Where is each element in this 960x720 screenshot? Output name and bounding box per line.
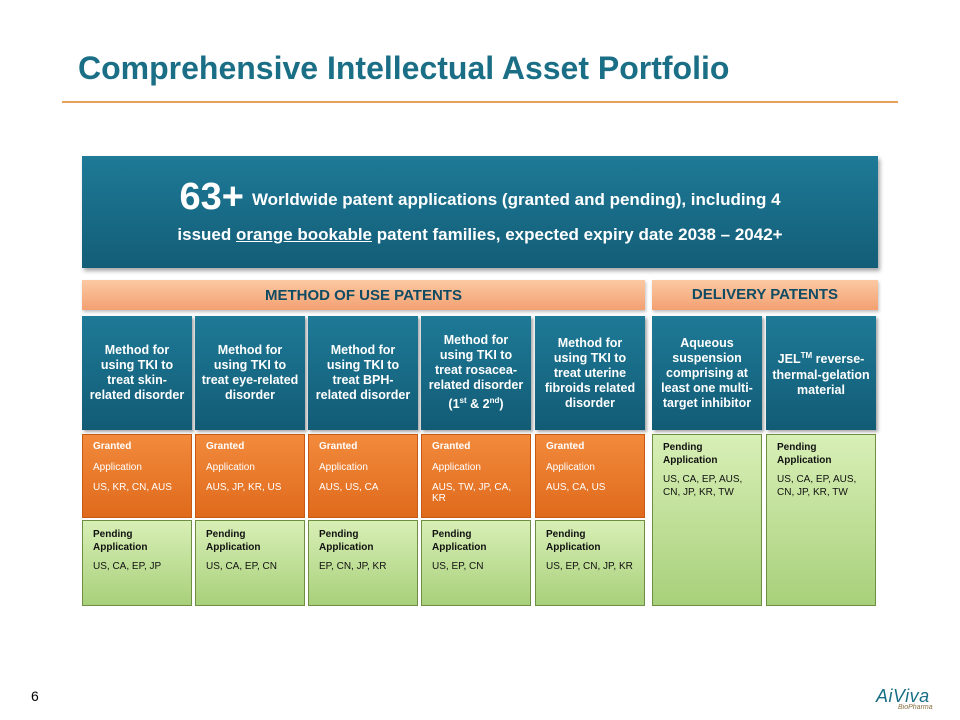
granted-label: Granted [93, 441, 132, 452]
pending-countries: US, EP, CN [432, 561, 484, 572]
column-head-text [772, 348, 870, 397]
page-title: Comprehensive Intellectual Asset Portfolio [78, 50, 730, 86]
column-head-text: Method for using TKI to treat eye-related disorder [201, 343, 299, 402]
column-head-text: Method for using TKI to treat uterine fibroids related disorder [544, 335, 636, 410]
patent-column-eye [195, 316, 305, 606]
patent-column-skin [82, 316, 192, 606]
page-number: 6 [31, 688, 39, 704]
pending-countries: US, CA, EP, AUS, CN, JP, KR, TW [663, 474, 743, 498]
pending-box [195, 520, 305, 606]
granted-countries: AUS, CA, US [546, 482, 606, 493]
pending-countries: US, CA, EP, CN [206, 561, 277, 572]
head-sup-a: st [459, 396, 467, 406]
granted-sub-label: Application [206, 462, 255, 473]
summary-banner [82, 156, 878, 268]
column-head [421, 316, 531, 430]
pending-countries: US, CA, EP, JP [93, 561, 162, 572]
pending-box [421, 520, 531, 606]
method-of-use-header: METHOD OF USE PATENTS [82, 280, 645, 310]
jel-text: JEL [777, 352, 801, 367]
pending-box [652, 434, 762, 606]
granted-label: Granted [432, 441, 471, 452]
banner-text-2b: patent families, expected expiry date 2038 – 2042+ [372, 225, 783, 244]
granted-box [195, 434, 305, 518]
pending-box [766, 434, 876, 606]
pending-label: Pending Application [663, 442, 718, 466]
delivery-patents-header: DELIVERY PATENTS [652, 280, 878, 310]
column-head [308, 316, 418, 430]
patent-column-uterine [535, 316, 645, 606]
head-tail-b: & 2 [466, 397, 490, 412]
banner-line-2 [82, 225, 878, 245]
logo-name: AiViva [876, 686, 930, 706]
column-head [82, 316, 192, 430]
pending-box [308, 520, 418, 606]
banner-underlined-text: orange bookable [235, 225, 373, 244]
head-sup-b: nd [489, 396, 500, 406]
granted-sub-label: Application [546, 462, 595, 473]
banner-text-2a: issued [177, 225, 236, 244]
column-head [766, 316, 876, 430]
column-head-text: Aqueous suspension comprising at least one multi-target inhibitor [661, 335, 753, 410]
pending-label: Pending Application [206, 529, 261, 553]
banner-line-1 [82, 176, 878, 219]
granted-sub-label: Application [93, 462, 142, 473]
pending-countries: US, CA, EP, AUS, CN, JP, KR, TW [777, 474, 857, 498]
patent-count: 63+ [179, 176, 244, 218]
company-logo [876, 686, 940, 712]
granted-box [82, 434, 192, 518]
delivery-column-aqueous [652, 316, 762, 606]
delivery-column-jel [766, 316, 876, 606]
column-head-text: Method for using TKI to treat BPH-related disorder [315, 343, 411, 402]
granted-label: Granted [546, 441, 585, 452]
granted-countries: AUS, TW, JP, CA, KR [432, 482, 512, 504]
column-head-text: Method for using TKI to treat skin-related disorder [89, 343, 185, 402]
patent-column-rosacea [421, 316, 531, 606]
pending-label: Pending Application [432, 529, 487, 553]
pending-box [82, 520, 192, 606]
head-tail-a: (1 [448, 397, 460, 412]
banner-text-1: Worldwide patent applications (granted and pending), including 4 [251, 190, 781, 209]
patent-column-bph [308, 316, 418, 606]
trademark-sup: TM [800, 351, 813, 361]
title-divider [62, 101, 898, 103]
column-head-text [427, 333, 525, 412]
granted-sub-label: Application [319, 462, 368, 473]
head-tail-c: ) [499, 397, 504, 412]
pending-countries: EP, CN, JP, KR [319, 561, 387, 572]
pending-label: Pending Application [319, 529, 374, 553]
granted-countries: AUS, JP, KR, US [206, 482, 282, 493]
column-head [195, 316, 305, 430]
pending-label: Pending Application [546, 529, 601, 553]
pending-label: Pending Application [777, 442, 832, 466]
pending-box [535, 520, 645, 606]
granted-label: Granted [206, 441, 245, 452]
granted-box [308, 434, 418, 518]
pending-label: Pending Application [93, 529, 148, 553]
granted-box [535, 434, 645, 518]
column-head [652, 316, 762, 430]
granted-box [421, 434, 531, 518]
column-head [535, 316, 645, 430]
jel-description: reverse-thermal-gelation material [772, 352, 870, 397]
column-head-main: Method for using TKI to treat rosacea-related disorder [428, 333, 524, 393]
logo-subtext: BioPharma [898, 704, 933, 711]
granted-sub-label: Application [432, 462, 481, 473]
granted-countries: AUS, US, CA [319, 482, 379, 493]
granted-label: Granted [319, 441, 358, 452]
pending-countries: US, EP, CN, JP, KR [546, 561, 633, 572]
granted-countries: US, KR, CN, AUS [93, 482, 172, 493]
